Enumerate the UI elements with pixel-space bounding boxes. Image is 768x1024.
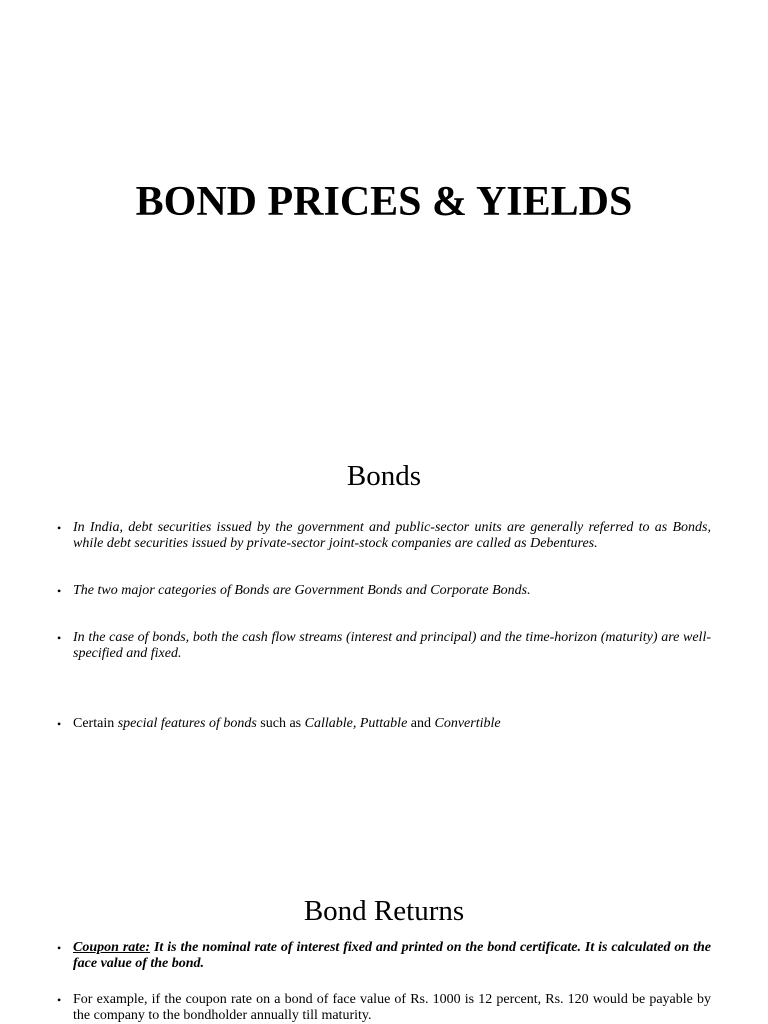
coupon-rate-definition: It is the nominal rate of interest fixed and printed on the bond certificate. It is calculated on the face value of the bond. <box>73 940 712 971</box>
bullet-icon: • <box>57 521 62 535</box>
bullet-text <box>73 940 711 972</box>
list-item <box>57 992 711 1024</box>
bond-returns-heading: Bond Returns <box>303 895 465 927</box>
text-run: Callable, Puttable <box>304 716 408 731</box>
coupon-rate-colon: : <box>145 940 151 955</box>
bullet-icon: • <box>57 717 62 731</box>
bullet-icon: • <box>57 631 62 645</box>
bullet-text: For example, if the coupon rate on a bond of face value of Rs. 1000 is 12 percent, Rs. 120 would be payable by the company to the bondholder annually till maturity. <box>73 992 711 1023</box>
text-run: and <box>407 716 435 731</box>
text-run: such as <box>256 716 305 731</box>
bullet-text: In the case of bonds, both the cash flow streams (interest and principal) and the time-horizon (maturity) are well-specified and fixed. <box>73 630 711 661</box>
list-item <box>57 940 711 972</box>
bullet-icon: • <box>57 941 62 955</box>
bullet-text: The two major categories of Bonds are Government Bonds and Corporate Bonds. <box>73 583 531 598</box>
coupon-rate-term: Coupon rate <box>73 940 146 955</box>
bullet-text: In India, debt securities issued by the government and public-sector units are generally referred to as Bonds, while debt securities issued by private-sector joint-stock companies are called as Debentures. <box>73 520 711 551</box>
bonds-heading: Bonds <box>346 460 422 492</box>
text-run: special features of bonds <box>117 716 257 731</box>
text-run: Certain <box>73 716 118 731</box>
bullet-icon: • <box>57 993 62 1007</box>
main-title: BOND PRICES & YIELDS <box>135 179 633 225</box>
text-run: Convertible <box>434 716 501 731</box>
bullet-icon: • <box>57 584 62 598</box>
